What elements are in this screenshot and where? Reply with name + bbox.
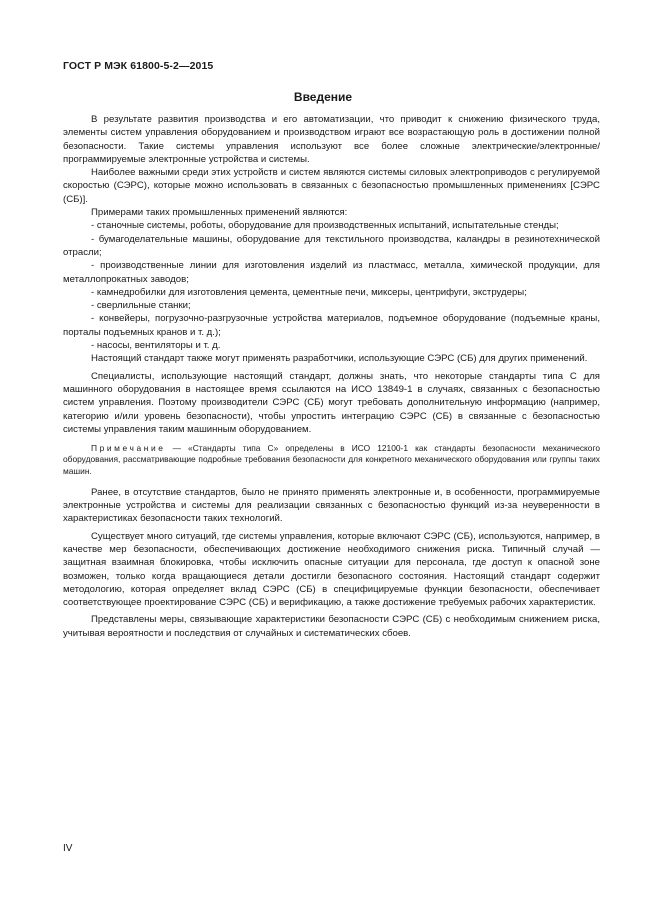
list-item: - камнедробилки для изготовления цемента, цементные печи, миксеры, центрифуги, экструдеры;	[91, 286, 527, 298]
paragraph: Представлены меры, связывающие характеристики безопасности СЭРС (СБ) с необходимым снижением риска, учитывая вероятности и последствия от случайных и систематических сбоев.	[63, 614, 600, 639]
list-item: - насосы, вентиляторы и т. д.	[91, 340, 221, 352]
paragraph: Примерами таких промышленных применений являются:	[91, 207, 348, 219]
body-text	[63, 113, 600, 640]
paragraph: В результате развития производства и его автоматизации, что приводит к снижению физического труда, элементы систем управления оборудованием и производством играют все возрастающую роль в достижении полной безопасности. Такие системы управления используют все более сложные электрические/электронные/программируемые электронные устройства и системы.	[63, 114, 600, 165]
paragraph: Специалисты, использующие настоящий стандарт, должны знать, что некоторые стандарты типа С для машинного оборудования в настоящее время ссылаются на ИСО 13849-1 в случаях, связанных с безопасностью систем управления. Поэтому производители СЭРС (СБ) могут требовать дополнительную информацию (например, категорию и/или уровень безопасности), чтобы упростить интеграцию СЭРС (СБ) в связанные с безопасностью системы управления таким машинным оборудованием.	[63, 370, 600, 435]
list-item: - станочные системы, роботы, оборудование для производственных испытаний, испытательные стенды;	[91, 220, 559, 232]
list-item: - конвейеры, погрузочно-разгрузочные устройства материалов, подъемное оборудование (подъемные краны, порталы подъемных кранов и т. д.);	[63, 313, 600, 338]
note-label: Примечание	[91, 443, 166, 454]
page-title: Введение	[293, 90, 353, 104]
list-item: - бумагоделательные машины, оборудование для текстильного производства, каландры в резинотехнической отрасли;	[63, 233, 600, 258]
page-number: IV	[63, 843, 73, 854]
paragraph: Наиболее важными среди этих устройств и систем являются системы силовых электроприводов с регулируемой скоростью (СЭРС), которые можно использовать в связанных с безопасностью промышленных применениях [СЭРС (СБ)].	[63, 167, 600, 205]
paragraph: Существует много ситуаций, где системы управления, которые включают СЭРС (СБ), используются, например, в качестве мер безопасности, обеспечивающих достижение необходимого снижения риска. Типичный случай — защитная взаимная блокировка, чтобы исключить опасные ситуации для персонала, где доступ к опасной зоне возможен, только когда вращающиеся детали достигли безопасного состояния. Настоящий стандарт содержит методологию, которая определяет вклад СЭРС (СБ) в специфицируемые функции безопасности, обеспечивает соответствующее проектирование СЭРС (СБ) и верификацию, а также достижение требуемых рабочих характеристик.	[63, 530, 600, 609]
paragraph: Ранее, в отсутствие стандартов, было не принято применять электронные и, в особенности, программируемые электронные устройства и системы для реализации связанных с безопасностью функций из-за неуверенности в характеристиках безопасности таких технологий.	[63, 486, 600, 525]
note	[63, 443, 600, 477]
document-code: ГОСТ Р МЭК 61800-5-2—2015	[63, 60, 214, 72]
list-item: - производственные линии для изготовления изделий из пластмасс, металла, химической продукции, для металлопрокатных заводов;	[63, 260, 600, 285]
note-text: — «Стандарты типа С» определены в ИСО 12100-1 как стандарты безопасности механического оборудования, рассматривающие подробные требования безопасности для конкретного механического оборудования или группы таких машин.	[63, 443, 600, 476]
paragraph: Настоящий стандарт также могут применять разработчики, использующие СЭРС (СБ) для других применений.	[91, 353, 588, 365]
list-item: - сверлильные станки;	[91, 300, 191, 312]
